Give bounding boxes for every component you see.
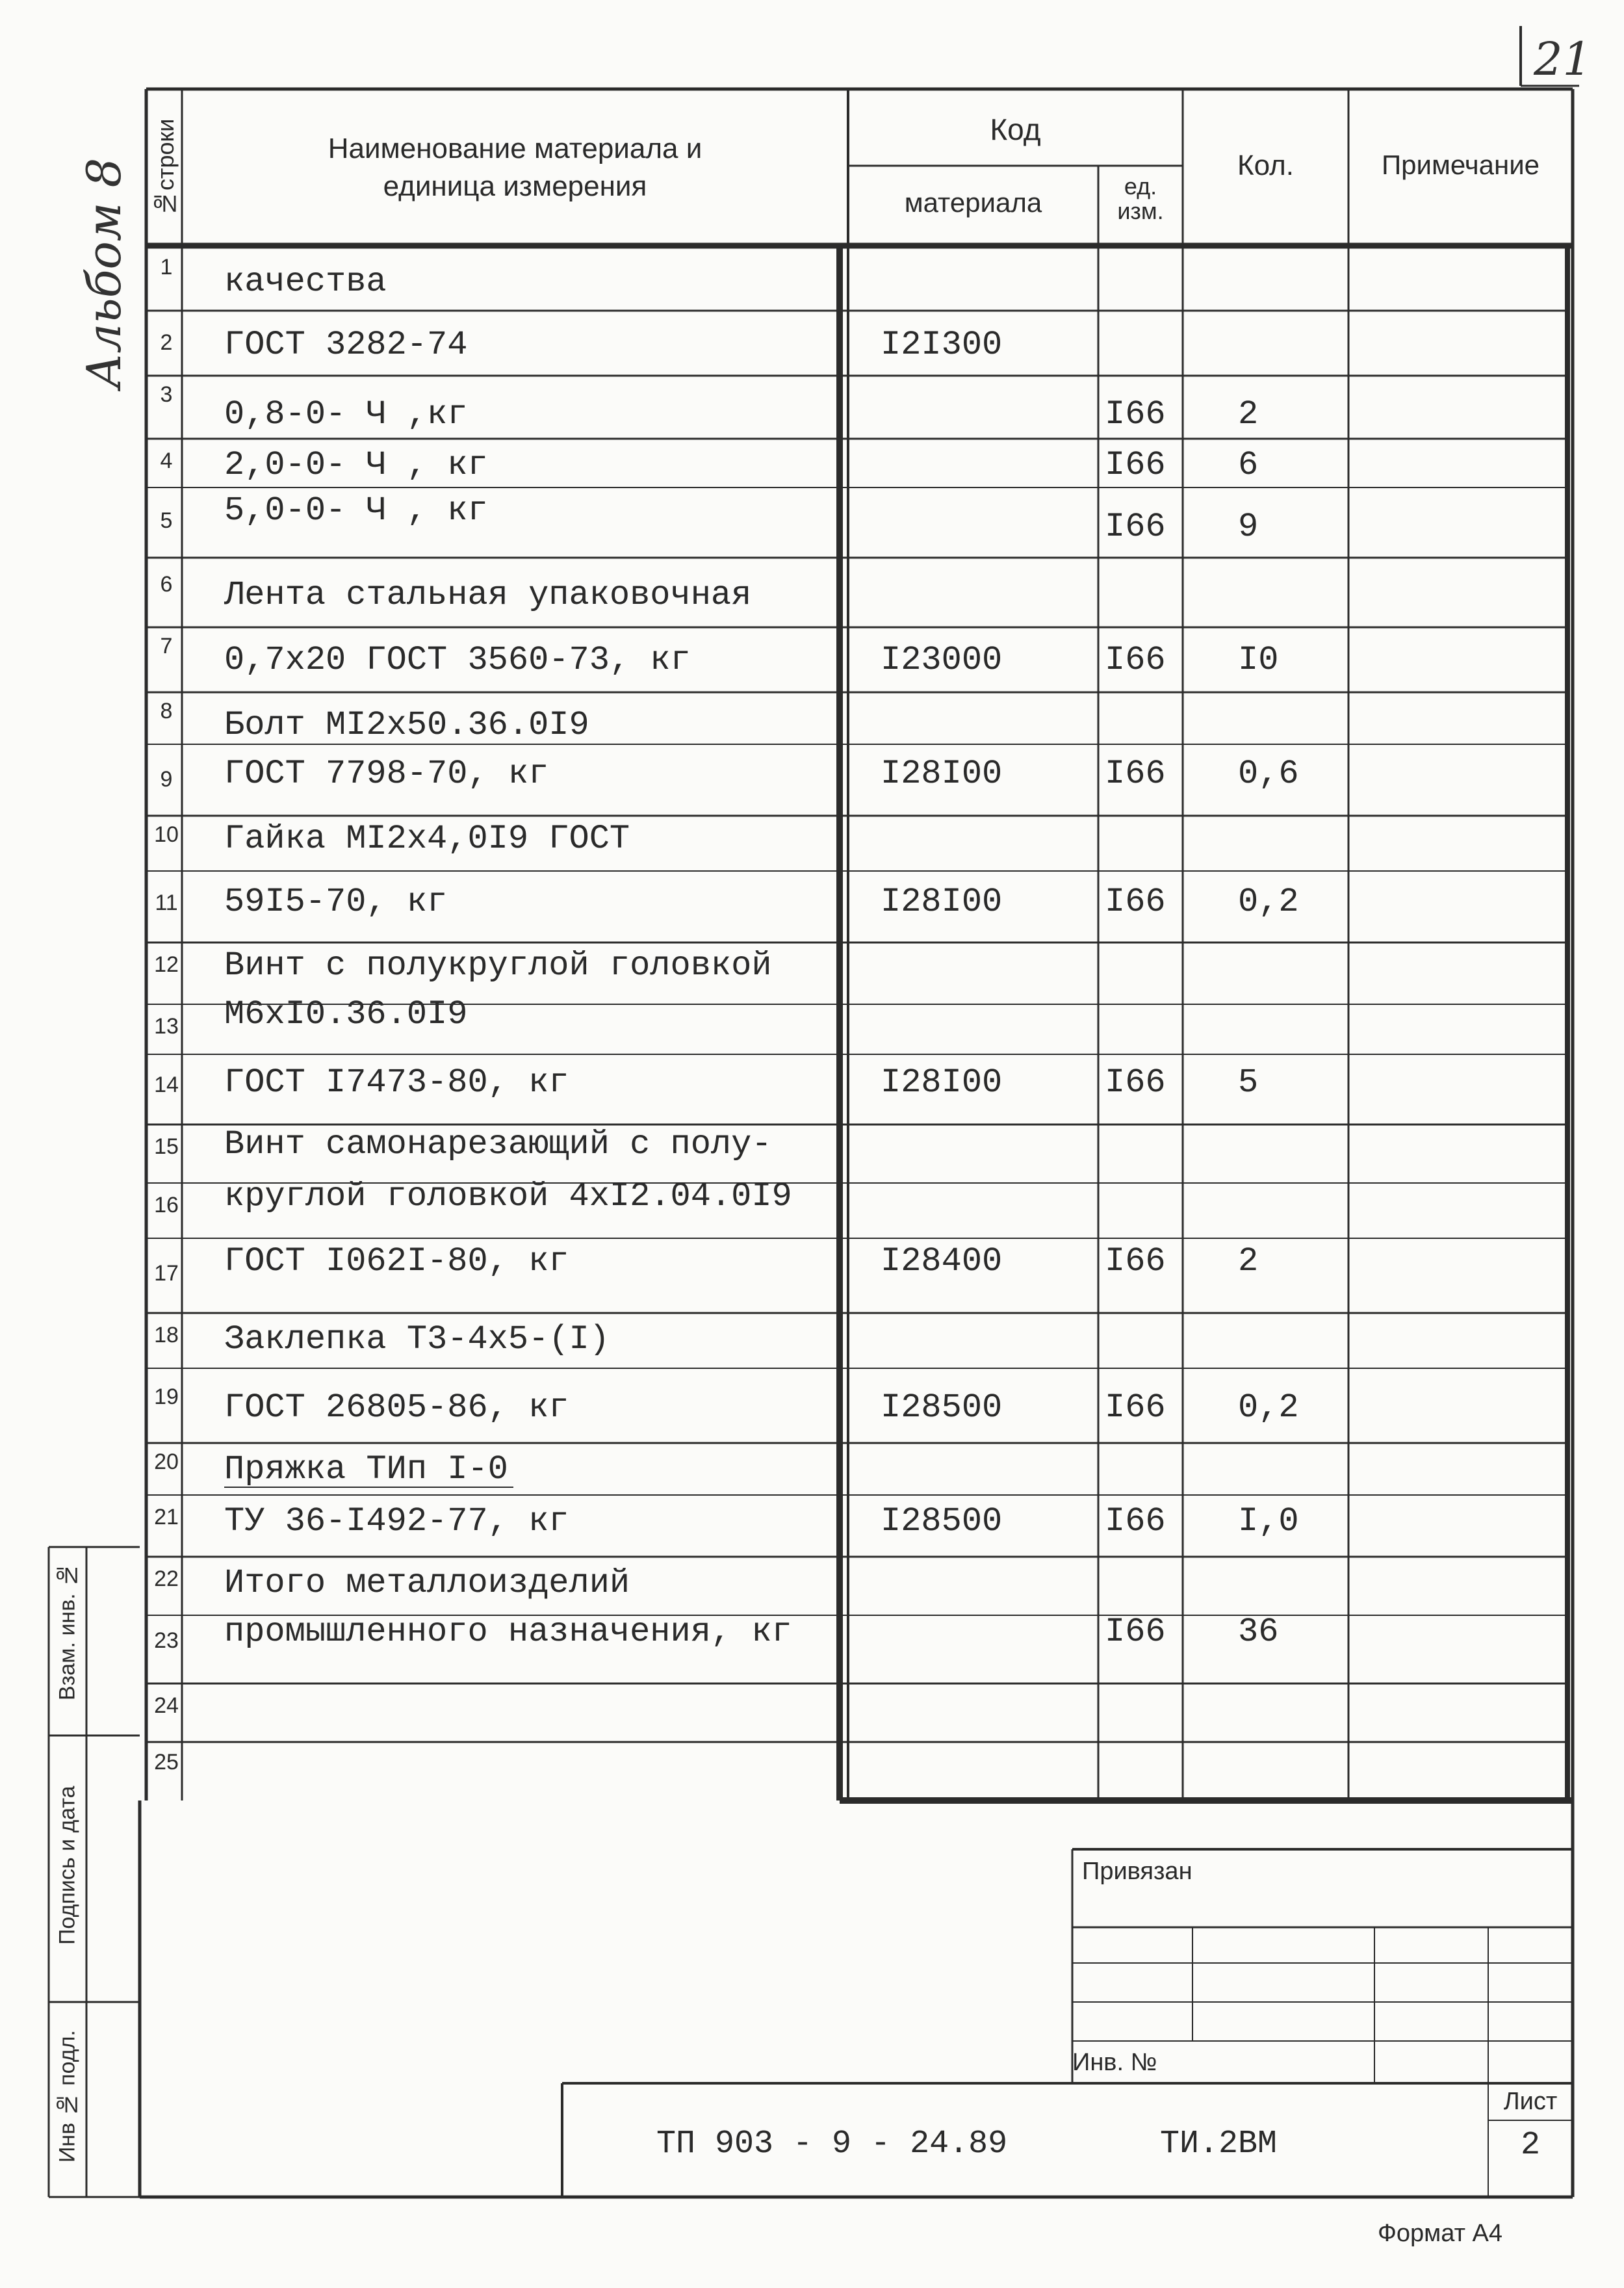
row-qty: I,0 (1238, 1502, 1299, 1540)
row-unit: I66 (1105, 446, 1166, 484)
header-unit: ед. изм. (1117, 173, 1164, 224)
page-number: 21 (1534, 32, 1592, 86)
row-unit: I66 (1105, 1613, 1166, 1651)
header-name: Наименование материала и единица измерения (328, 133, 702, 202)
stamp-podpis-data: Подпись и дата (55, 1786, 80, 1945)
row-qty: 9 (1238, 508, 1259, 546)
row-name: ГОСТ 7798-70, кг (224, 755, 549, 793)
album-label: Альбом 8 (77, 157, 131, 389)
row-unit: I66 (1105, 1242, 1166, 1280)
row-number: 13 (154, 1014, 179, 1039)
header-row-no: №строки (152, 118, 179, 217)
row-qty: 2 (1238, 395, 1259, 434)
row-number: 22 (154, 1566, 179, 1591)
stamp-privyazan: Привязан (1082, 1858, 1192, 1885)
row-number: 5 (160, 508, 173, 533)
row-name: ГОСТ 3282-74 (224, 326, 468, 364)
row-number: 17 (154, 1261, 179, 1286)
row-number: 21 (154, 1505, 179, 1529)
row-name: ГОСТ I7473-80, кг (224, 1063, 569, 1102)
row-name: Винт с полукруглой головкой (224, 946, 772, 985)
row-name: ГОСТ I062I-80, кг (224, 1242, 569, 1280)
row-qty: 0,2 (1238, 883, 1299, 921)
row-number: 10 (154, 822, 179, 847)
row-number: 8 (160, 699, 173, 723)
row-name: Заклепка Т3-4х5-(I) (224, 1320, 610, 1358)
row-name: 0,8-0- Ч ,кг (224, 395, 468, 434)
row-name: круглой головкой 4хI2.04.0I9 (224, 1177, 792, 1216)
row-name: М6хI0.36.0I9 (224, 995, 468, 1034)
header-note: Примечание (1381, 150, 1540, 180)
row-qty: 5 (1238, 1063, 1259, 1102)
row-qty: 0,2 (1238, 1388, 1299, 1427)
row-name: Лента стальная упаковочная (224, 576, 752, 614)
header-qty: Кол. (1237, 150, 1295, 181)
row-unit: I66 (1105, 641, 1166, 679)
row-unit: I66 (1105, 1388, 1166, 1427)
row-name: 59I5-70, кг (224, 883, 448, 921)
header-material: материала (904, 187, 1042, 218)
row-name: Гайка МI2х4,0I9 ГОСТ (224, 820, 630, 858)
row-name: 2,0-0- Ч , кг (224, 446, 488, 484)
row-number: 19 (154, 1384, 179, 1409)
row-unit: I66 (1105, 883, 1166, 921)
row-qty: 0,6 (1238, 755, 1299, 793)
stamp-vzam-inv: Взам. инв. № (55, 1562, 80, 1701)
doc-code: ТП 903 - 9 - 24.89 (656, 2126, 1008, 2163)
row-unit: I66 (1105, 755, 1166, 793)
row-number: 23 (154, 1628, 179, 1653)
row-code: I28400 (881, 1242, 1003, 1280)
row-name: ГОСТ 26805-86, кг (224, 1388, 569, 1427)
doc-suffix: ТИ.2ВМ (1160, 2126, 1278, 2163)
row-number: 16 (154, 1193, 179, 1217)
row-name: Болт МI2х50.36.0I9 (224, 706, 589, 744)
row-code: I28I00 (881, 883, 1003, 921)
format-label: Формат А4 (1378, 2220, 1503, 2247)
row-code: I28I00 (881, 1063, 1003, 1102)
row-number: 18 (154, 1323, 179, 1347)
row-number: 15 (154, 1134, 179, 1159)
row-number: 9 (160, 767, 173, 792)
row-number: 2 (160, 330, 173, 355)
row-number: 3 (160, 382, 173, 407)
row-qty: 2 (1238, 1242, 1259, 1280)
row-unit: I66 (1105, 508, 1166, 546)
row-unit: I66 (1105, 1063, 1166, 1102)
stamp-inv-no: Инв. № (1072, 2049, 1157, 2076)
row-number: 6 (160, 572, 173, 597)
row-code: I23000 (881, 641, 1003, 679)
row-unit: I66 (1105, 395, 1166, 434)
row-code: I28500 (881, 1388, 1003, 1427)
row-code: I28I00 (881, 755, 1003, 793)
row-number: 12 (154, 952, 179, 977)
row-code: I28500 (881, 1502, 1003, 1540)
row-number: 24 (154, 1693, 179, 1718)
row-name: Винт самонарезающий с полу- (224, 1125, 772, 1164)
row-name: Пряжка ТИп I-0 (224, 1450, 508, 1488)
row-name: промышленного назначения, кг (224, 1613, 792, 1651)
stamp-inv-podl: Инв № подл. (55, 2030, 80, 2163)
row-name: Итого металлоизделий (224, 1564, 630, 1602)
row-name: ТУ 36-I492-77, кг (224, 1502, 569, 1540)
sheet-label: Лист (1503, 2088, 1558, 2115)
row-number: 14 (154, 1072, 179, 1097)
row-number: 25 (154, 1750, 179, 1774)
row-unit: I66 (1105, 1502, 1166, 1540)
row-name: 5,0-0- Ч , кг (224, 491, 488, 530)
row-qty: I0 (1238, 641, 1279, 679)
row-number: 7 (160, 634, 173, 658)
row-qty: 36 (1238, 1613, 1279, 1651)
row-qty: 6 (1238, 446, 1259, 484)
row-number: 4 (160, 448, 173, 473)
row-name: 0,7х20 ГОСТ 3560-73, кг (224, 641, 691, 679)
row-name: качества (224, 263, 387, 301)
sheet-number: 2 (1520, 2127, 1540, 2164)
row-number: 1 (160, 255, 173, 280)
row-number: 20 (154, 1450, 179, 1474)
row-code: I2I300 (881, 326, 1003, 364)
row-number: 11 (155, 890, 178, 915)
header-code: Код (990, 112, 1041, 146)
